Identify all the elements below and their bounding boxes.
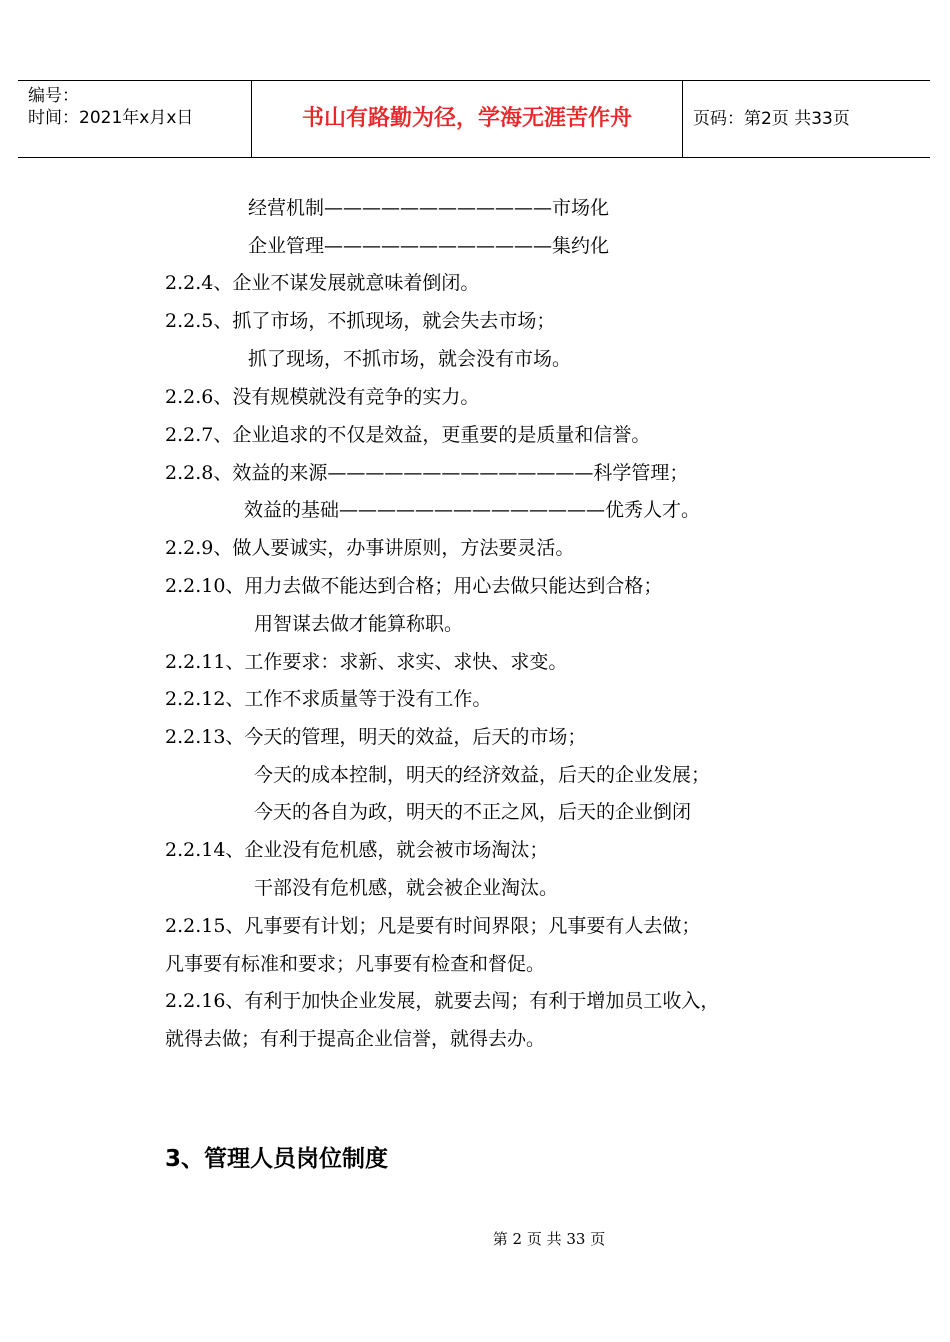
text-line: 企业管理————————————集约化 xyxy=(248,235,610,257)
text-line: 2.2.9、做人要诚实，办事讲原则，方法要灵活。 xyxy=(165,537,575,559)
text-line: 干部没有危机感，就会被企业淘汰。 xyxy=(254,877,559,899)
text-line: 就得去做；有利于提高企业信誉，就得去办。 xyxy=(165,1028,546,1050)
header-meta xyxy=(18,81,252,157)
document-number-label: 编号： xyxy=(28,86,79,106)
text-line: 经营机制————————————市场化 xyxy=(248,197,610,219)
text-line: 2.2.6、没有规模就没有竞争的实力。 xyxy=(165,386,480,408)
page-header xyxy=(18,80,930,158)
text-line: 2.2.10、用力去做不能达到合格；用心去做只能达到合格； xyxy=(165,575,663,597)
text-line: 用智谋去做才能算称职。 xyxy=(254,613,464,635)
document-time-label: 时间：2021年x月x日 xyxy=(28,108,194,128)
text-line: 2.2.16、有利于加快企业发展，就要去闯；有利于增加员工收入， xyxy=(165,990,720,1012)
text-line: 2.2.7、企业追求的不仅是效益，更重要的是质量和信誉。 xyxy=(165,424,651,446)
text-line: 2.2.14、企业没有危机感，就会被市场淘汰； xyxy=(165,839,549,861)
header-motto: 书山有路勤为径，学海无涯苦作舟 xyxy=(252,81,683,157)
text-line: 抓了现场，不抓市场，就会没有市场。 xyxy=(248,348,572,370)
text-line: 2.2.4、企业不谋发展就意味着倒闭。 xyxy=(165,272,480,294)
text-line: 效益的基础——————————————优秀人才。 xyxy=(244,499,701,521)
page-footer: 第 2 页 共 33 页 xyxy=(492,1230,606,1248)
text-line: 今天的成本控制，明天的经济效益，后天的企业发展； xyxy=(254,764,711,786)
text-line: 2.2.12、工作不求质量等于没有工作。 xyxy=(165,688,492,710)
text-line: 2.2.5、抓了市场，不抓现场，就会失去市场； xyxy=(165,310,556,332)
text-line: 2.2.8、效益的来源——————————————科学管理； xyxy=(165,462,689,484)
text-line: 今天的各自为政，明天的不正之风，后天的企业倒闭 xyxy=(254,801,692,823)
text-line: 2.2.15、凡事要有计划；凡是要有时间界限；凡事要有人去做； xyxy=(165,915,701,937)
text-line: 2.2.11、工作要求：求新、求实、求快、求变。 xyxy=(165,651,568,673)
text-line: 2.2.13、今天的管理，明天的效益，后天的市场； xyxy=(165,726,587,748)
section-heading: 3、管理人员岗位制度 xyxy=(165,1146,389,1172)
header-page-info: 页码：第2页 共33页 xyxy=(693,109,850,129)
text-line: 凡事要有标准和要求；凡事要有检查和督促。 xyxy=(165,953,546,975)
